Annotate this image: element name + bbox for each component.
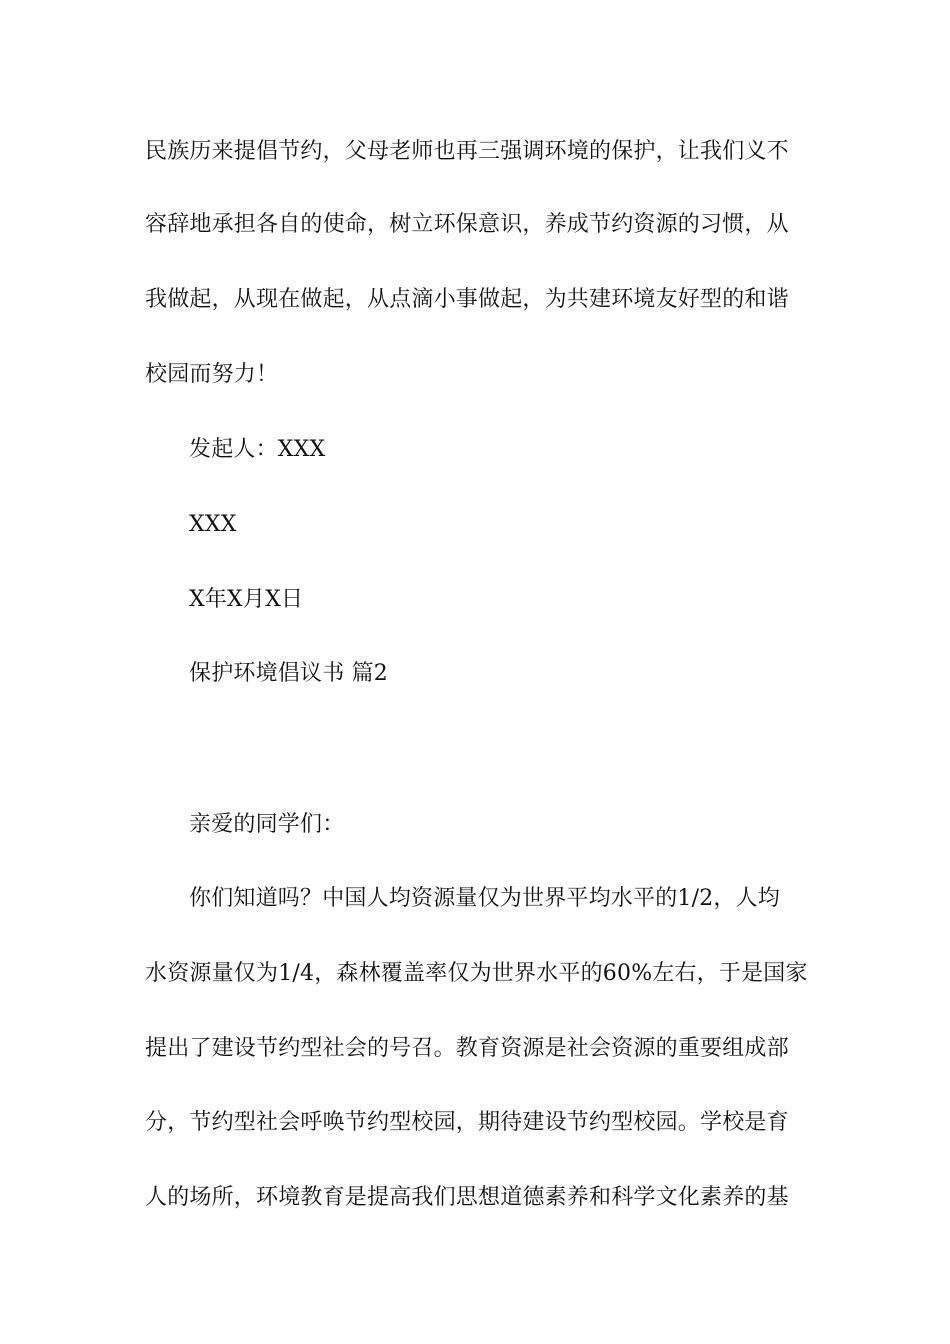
paragraph-line-6: 水资源量仅为1/4，森林覆盖率仅为世界水平的60%左右，于是国家 <box>145 961 808 986</box>
paragraph-line-2: 容辞地承担各自的使命，树立环保意识，养成节约资源的习惯，从 <box>145 212 789 237</box>
salutation: 亲爱的同学们： <box>189 812 345 837</box>
section-title: 保护环境倡议书 篇2 <box>189 661 388 686</box>
paragraph-line-3: 我做起，从现在做起，从点滴小事做起，为共建环境友好型的和谐 <box>145 287 789 312</box>
organization-line: XXX <box>189 512 237 537</box>
paragraph-line-9: 人的场所，环境教育是提高我们思想道德素养和科学文化素养的基 <box>145 1185 789 1210</box>
paragraph-line-1: 民族历来提倡节约，父母老师也再三强调环境的保护，让我们义不 <box>145 139 789 164</box>
paragraph-line-4: 校园而努力！ <box>145 362 279 387</box>
paragraph-line-8: 分，节约型社会呼唤节约型校园，期待建设节约型校园。学校是育 <box>145 1110 789 1135</box>
date-line: X年X月X日 <box>189 587 304 612</box>
paragraph-line-7: 提出了建设节约型社会的号召。教育资源是社会资源的重要组成部 <box>145 1036 789 1061</box>
paragraph-line-5: 你们知道吗？中国人均资源量仅为世界平均水平的1/2，人均 <box>189 886 781 911</box>
initiator-line: 发起人：XXX <box>189 437 326 462</box>
